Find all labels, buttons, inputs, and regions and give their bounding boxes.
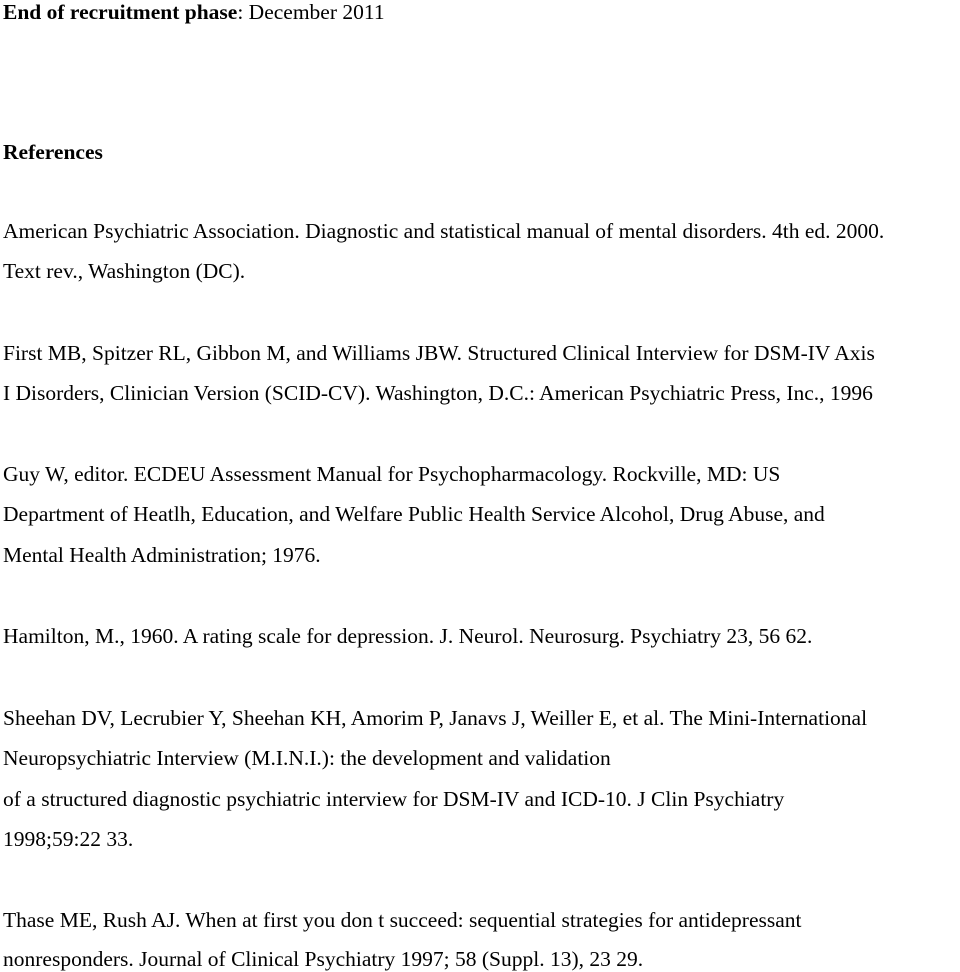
reference-line: Guy W, editor. ECDEU Assessment Manual for Psychopharmacology. Rockville, MD: US	[3, 462, 781, 486]
reference-line: Neuropsychiatric Interview (M.I.N.I.): the development and validation	[3, 746, 611, 770]
reference-line: nonresponders. Journal of Clinical Psychiatry 1997; 58 (Suppl. 13), 23 29.	[3, 947, 644, 971]
recruitment-label: End of recruitment phase	[3, 0, 238, 24]
reference-line: Sheehan DV, Lecrubier Y, Sheehan KH, Amorim P, Janavs J, Weiller E, et al. The Mini-International	[3, 706, 868, 730]
reference-line: Hamilton, M., 1960. A rating scale for depression. J. Neurol. Neurosurg. Psychiatry 23, 56 62.	[3, 624, 813, 648]
reference-line: First MB, Spitzer RL, Gibbon M, and Williams JBW. Structured Clinical Interview for DSM-IV Axis	[3, 341, 875, 365]
reference-line: of a structured diagnostic psychiatric interview for DSM-IV and ICD-10. J Clin Psychiatry	[3, 787, 785, 811]
reference-line: Text rev., Washington (DC).	[3, 259, 246, 283]
recruitment-line	[3, 2, 385, 24]
reference-line: 1998;59:22 33.	[3, 827, 134, 851]
reference-line: American Psychiatric Association. Diagnostic and statistical manual of mental disorders. 4th ed. 2000.	[3, 219, 885, 243]
references-heading: References	[3, 140, 103, 164]
reference-line: Thase ME, Rush AJ. When at first you don t succeed: sequential strategies for antidepressant	[3, 908, 802, 932]
recruitment-value: : December 2011	[237, 0, 385, 24]
reference-line: Department of Heatlh, Education, and Welfare Public Health Service Alcohol, Drug Abuse, and	[3, 502, 825, 526]
reference-line: Mental Health Administration; 1976.	[3, 543, 321, 567]
reference-line: I Disorders, Clinician Version (SCID-CV). Washington, D.C.: American Psychiatric Press, Inc., 1996	[3, 381, 873, 405]
